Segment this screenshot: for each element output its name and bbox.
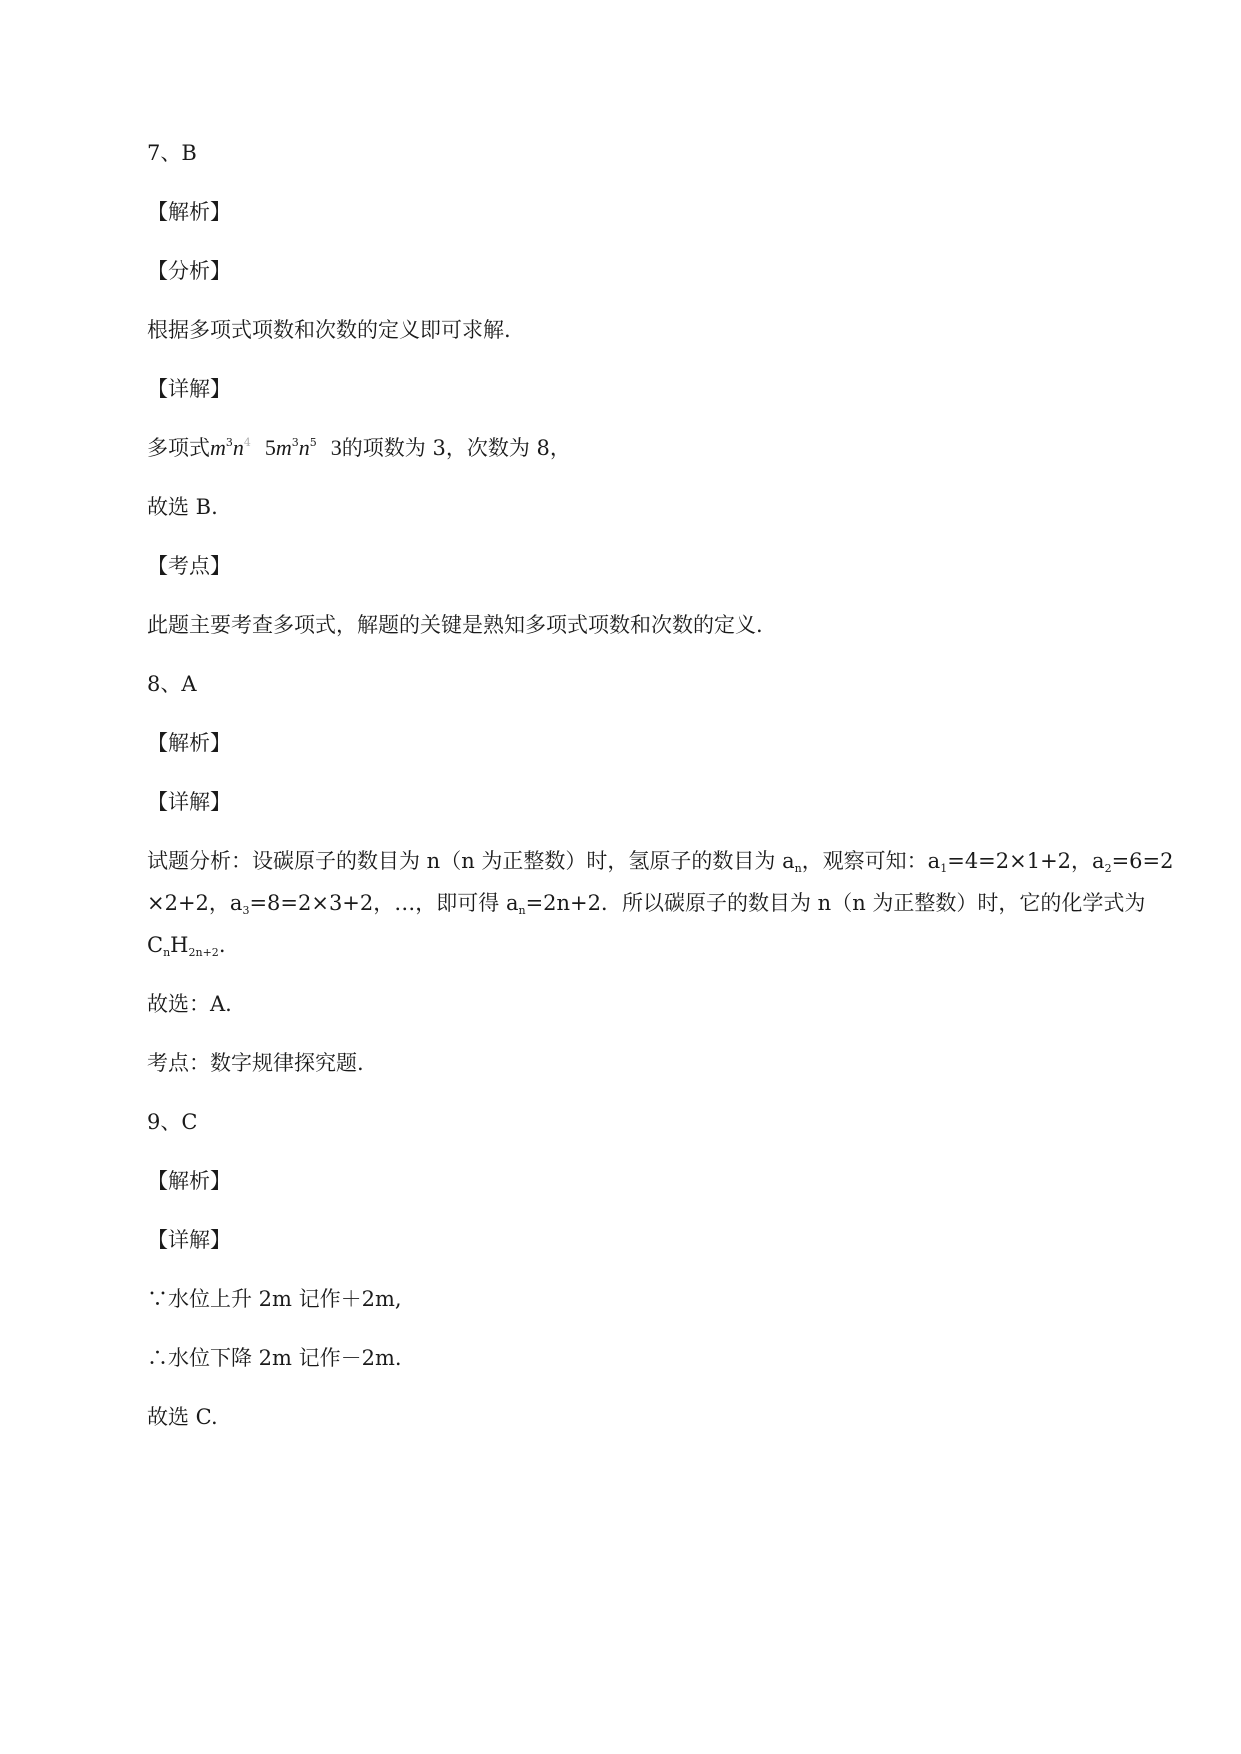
q8-l2-text3: =2n+2．所以碳原子的数目为 n（n 为正整数）时，它的化学式为 (525, 891, 1146, 915)
q8-l2-sub-3: 3 (242, 904, 250, 917)
q8-analysis-line2 (147, 889, 1145, 917)
q8-choice: 故选：A. (147, 992, 232, 1016)
q8-formula-line (147, 931, 226, 959)
q7-var-m2: m (275, 435, 292, 460)
q8-l2-text1: ×2+2，a (147, 891, 243, 915)
q8-formula-sub-2n2: 2n+2 (188, 946, 219, 959)
q7-detail-prefix: 多项式 (147, 436, 210, 460)
q8-heading-jiexi: 【解析】 (147, 731, 231, 755)
q9-therefore-line: ∴水位下降 2m 记作－2m. (147, 1346, 402, 1370)
q7-fenxi-text: 根据多项式项数和次数的定义即可求解. (147, 318, 511, 342)
q7-var-n2: n (298, 435, 310, 460)
q8-kaodian: 考点：数字规律探究题. (147, 1051, 364, 1075)
q7-answer: 7、B (147, 141, 197, 165)
q7-var-n: n (232, 435, 244, 460)
q8-l1-sub-n: n (794, 862, 802, 875)
q9-heading-xiangjie: 【详解】 (147, 1228, 231, 1252)
q7-heading-xiangjie: 【详解】 (147, 377, 231, 401)
q8-l1-text3: =4=2×1+2，a (947, 849, 1105, 873)
q7-detail-line (147, 434, 571, 462)
q9-heading-jiexi: 【解析】 (147, 1169, 231, 1193)
q7-detail-suffix: 的项数为 3，次数为 8， (341, 436, 571, 460)
q8-answer: 8、A (147, 672, 197, 696)
q7-const-3: 3 (330, 435, 342, 460)
q8-formula-c: C (147, 933, 164, 957)
q7-exp-3b: 3 (291, 436, 299, 449)
q7-kaodian-text: 此题主要考查多项式，解题的关键是熟知多项式项数和次数的定义. (147, 613, 763, 637)
q7-choice: 故选 B. (147, 495, 218, 519)
q7-coef-5: 5 (264, 435, 276, 460)
q9-because-line: ∵水位上升 2m 记作＋2m, (147, 1287, 402, 1311)
q8-l1-text4: =6=2 (1111, 849, 1174, 873)
q7-exp-5: 5 (309, 436, 317, 449)
q8-l1-sub-2: 2 (1104, 862, 1112, 875)
q8-l1-text1: 试题分析：设碳原子的数目为 n（n 为正整数）时，氢原子的数目为 a (147, 849, 795, 873)
q7-exp-faint: 4 (243, 436, 251, 449)
q8-formula-h: H (170, 933, 189, 957)
q7-heading-jiexi: 【解析】 (147, 200, 231, 224)
q8-formula-end: . (218, 933, 226, 957)
q8-l2-text2: =8=2×3+2，…，即可得 a (249, 891, 519, 915)
q8-formula-sub-n: n (163, 946, 171, 959)
q9-answer: 9、C (147, 1110, 198, 1134)
q7-heading-fenxi: 【分析】 (147, 259, 231, 283)
q9-choice: 故选 C. (147, 1405, 218, 1429)
q8-heading-xiangjie: 【详解】 (147, 790, 231, 814)
q7-exp-3: 3 (225, 436, 233, 449)
q8-l1-text2: ，观察可知：a (801, 849, 941, 873)
q8-l2-sub-n: n (518, 904, 526, 917)
q7-var-m: m (210, 435, 226, 460)
q8-l1-sub-1: 1 (940, 862, 948, 875)
q8-analysis-line1 (147, 847, 1174, 875)
q7-heading-kaodian: 【考点】 (147, 554, 231, 578)
